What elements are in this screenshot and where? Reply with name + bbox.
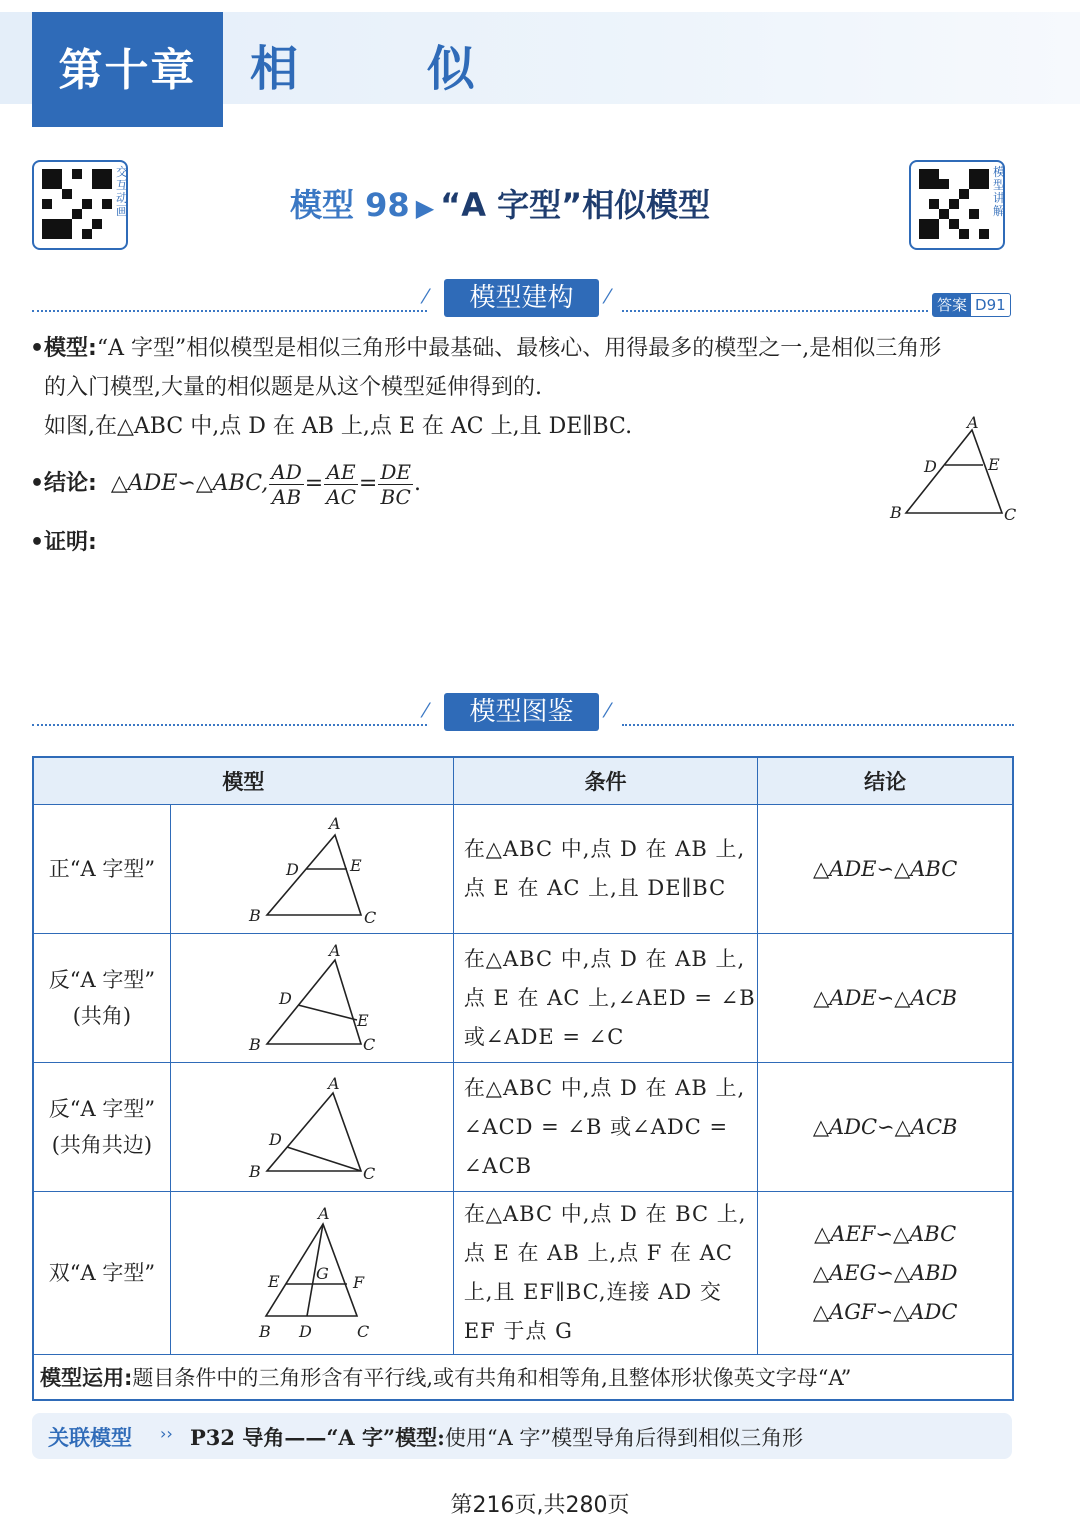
section-divider-left bbox=[32, 724, 427, 726]
svg-text:D: D bbox=[298, 1322, 312, 1341]
chapter-title-char-1: 相 bbox=[250, 41, 299, 97]
model-gallery-table bbox=[32, 756, 1014, 1401]
usage-cell bbox=[33, 1355, 1013, 1401]
label-c: C bbox=[1004, 505, 1017, 524]
usage-text: 题目条件中的三角形含有平行线,或有共角和相等角,且整体形状像英文字母“A” bbox=[132, 1366, 852, 1390]
header-condition: 条件 bbox=[453, 757, 758, 805]
equals-sign: = bbox=[304, 471, 324, 496]
qr-right-label: 模型讲解 bbox=[993, 165, 1006, 218]
figure-cell bbox=[170, 805, 453, 934]
conclusion-cell: △ADE∽△ABC bbox=[758, 805, 1013, 934]
svg-text:B: B bbox=[258, 1322, 271, 1341]
related-model-text: 使用“A 字”模型导角后得到相似三角形 bbox=[444, 1426, 804, 1450]
svg-text:D: D bbox=[285, 860, 299, 879]
svg-text:D: D bbox=[268, 1130, 282, 1149]
label-b: B bbox=[890, 503, 902, 522]
conclusion-cell: △ADC∽△ACB bbox=[758, 1063, 1013, 1192]
section-deco-left: ⁄ bbox=[424, 698, 428, 722]
figure-standard-a bbox=[171, 805, 453, 929]
qr-code-animation[interactable] bbox=[32, 160, 128, 250]
model-text-3: 如图,在△ABC 中,点 D 在 AB 上,点 E 在 AC 上,且 DE∥BC. bbox=[44, 414, 633, 439]
equals-sign: = bbox=[358, 471, 378, 496]
label-e: E bbox=[988, 455, 1000, 474]
conclusion-line bbox=[30, 454, 421, 514]
qr-icon bbox=[919, 169, 989, 239]
table-row bbox=[33, 805, 1013, 934]
model-name-cell: 反“A 字型” (共角共边) bbox=[33, 1063, 170, 1192]
qr-icon bbox=[42, 169, 112, 239]
svg-text:B: B bbox=[248, 1035, 261, 1054]
model-name-cell: 双“A 字型” bbox=[33, 1192, 170, 1355]
qr-code-explanation[interactable] bbox=[909, 160, 1005, 250]
table-row bbox=[33, 1192, 1013, 1355]
header-model: 模型 bbox=[33, 757, 453, 805]
svg-text:A: A bbox=[328, 814, 341, 833]
svg-text:A: A bbox=[328, 941, 341, 960]
chapter-number: 第十章 bbox=[58, 45, 197, 96]
condition-cell: 在△ABC 中,点 D 在 AB 上, ∠ACD = ∠B 或∠ADC = ∠ACB bbox=[453, 1063, 758, 1192]
page-footer: 第216页,共280页 bbox=[450, 1493, 630, 1518]
svg-text:B: B bbox=[248, 906, 261, 925]
fraction-ae-ac: $\frac{AE}{AC}$ bbox=[326, 459, 356, 509]
figure-double-a bbox=[171, 1192, 453, 1350]
model-name: “A 字型”相似模型 bbox=[440, 186, 711, 224]
condition-cell: 在△ABC 中,点 D 在 AB 上, 点 E 在 AC 上,∠AED = ∠B 或∠ADE = ∠C bbox=[453, 934, 758, 1063]
svg-text:E: E bbox=[267, 1272, 280, 1291]
section-deco-right: ⁄ bbox=[606, 284, 610, 308]
figure-reverse-a-shared-side bbox=[171, 1063, 453, 1187]
figure-cell bbox=[170, 1063, 453, 1192]
model-number: 模型 98 bbox=[290, 186, 410, 224]
model-name-cell: 反“A 字型” (共角) bbox=[33, 934, 170, 1063]
svg-text:F: F bbox=[352, 1273, 364, 1292]
model-text-1: “A 字型”相似模型是相似三角形中最基础、最核心、用得最多的模型之一,是相似三角形 bbox=[96, 336, 942, 361]
svg-text:B: B bbox=[248, 1162, 261, 1181]
conclusion-label: •结论: bbox=[30, 471, 97, 496]
svg-text:C: C bbox=[363, 908, 377, 927]
figure-cell bbox=[170, 934, 453, 1063]
fraction-de-bc: $\frac{DE}{BC}$ bbox=[380, 459, 411, 509]
model-text-2: 的入门模型,大量的相似题是从这个模型延伸得到的. bbox=[44, 375, 542, 400]
related-model-label: 关联模型 bbox=[48, 1426, 132, 1450]
section-deco-left: ⁄ bbox=[424, 284, 428, 308]
model-title bbox=[290, 180, 710, 226]
svg-text:C: C bbox=[362, 1164, 376, 1183]
condition-cell: 在△ABC 中,点 D 在 AB 上, 点 E 在 AC 上,且 DE∥BC bbox=[453, 805, 758, 934]
related-model-ref[interactable]: P32 导角——“A 字”模型: bbox=[190, 1425, 445, 1450]
main-triangle-figure bbox=[880, 410, 1020, 525]
header-conclusion: 结论 bbox=[758, 757, 1013, 805]
conclusion-cell: △AEF∽△ABC △AEG∽△ABD △AGF∽△ADC bbox=[758, 1192, 1013, 1355]
label-d: D bbox=[924, 457, 937, 476]
svg-text:C: C bbox=[356, 1322, 370, 1341]
chapter-title bbox=[250, 30, 475, 99]
svg-text:G: G bbox=[315, 1264, 329, 1283]
qr-left-label: 交互动画 bbox=[116, 165, 129, 218]
section-divider-left bbox=[32, 310, 427, 312]
table-header-row bbox=[33, 757, 1013, 805]
usage-row bbox=[33, 1355, 1013, 1401]
chapter-badge bbox=[32, 12, 223, 127]
model-label: •模型: bbox=[30, 336, 97, 361]
section-divider-right bbox=[622, 310, 928, 312]
svg-text:A: A bbox=[317, 1204, 330, 1223]
svg-text:E: E bbox=[349, 856, 362, 875]
figure-cell bbox=[170, 1192, 453, 1355]
section-divider-right bbox=[622, 724, 1014, 726]
double-arrow-icon: ›› bbox=[160, 1424, 173, 1443]
model-paragraph-line-1 bbox=[30, 334, 941, 364]
svg-text:C: C bbox=[362, 1035, 376, 1054]
table-row bbox=[33, 934, 1013, 1063]
condition-cell: 在△ABC 中,点 D 在 BC 上, 点 E 在 AB 上,点 F 在 AC 上,且 EF∥BC,连接 AD 交 EF 于点 G bbox=[453, 1192, 758, 1355]
conclusion-cell: △ADE∽△ACB bbox=[758, 934, 1013, 1063]
answer-label: 答案 bbox=[933, 294, 971, 316]
svg-text:A: A bbox=[327, 1074, 340, 1093]
section-deco-right: ⁄ bbox=[606, 698, 610, 722]
table-row bbox=[33, 1063, 1013, 1192]
section-title-gallery: 模型图鉴 bbox=[444, 693, 599, 731]
label-a: A bbox=[967, 413, 979, 432]
usage-label: 模型运用: bbox=[40, 1366, 133, 1390]
svg-text:E: E bbox=[356, 1011, 369, 1030]
section-title-construction: 模型建构 bbox=[444, 279, 599, 317]
model-name-cell: 正“A 字型” bbox=[33, 805, 170, 934]
proof-label: •证明: bbox=[30, 530, 97, 555]
answer-page: D91 bbox=[975, 296, 1006, 314]
fraction-ad-ab: $\frac{AD}{AB}$ bbox=[271, 459, 302, 509]
chapter-title-char-2: 似 bbox=[426, 41, 475, 97]
period: . bbox=[414, 471, 421, 496]
related-model-link[interactable] bbox=[190, 1422, 803, 1452]
figure-reverse-a-shared-angle bbox=[171, 934, 453, 1058]
play-triangle-icon: ▶ bbox=[415, 194, 435, 222]
conclusion-similarity: △ADE∽△ABC, bbox=[110, 471, 269, 496]
svg-text:D: D bbox=[278, 989, 292, 1008]
answer-badge[interactable] bbox=[932, 293, 1011, 317]
